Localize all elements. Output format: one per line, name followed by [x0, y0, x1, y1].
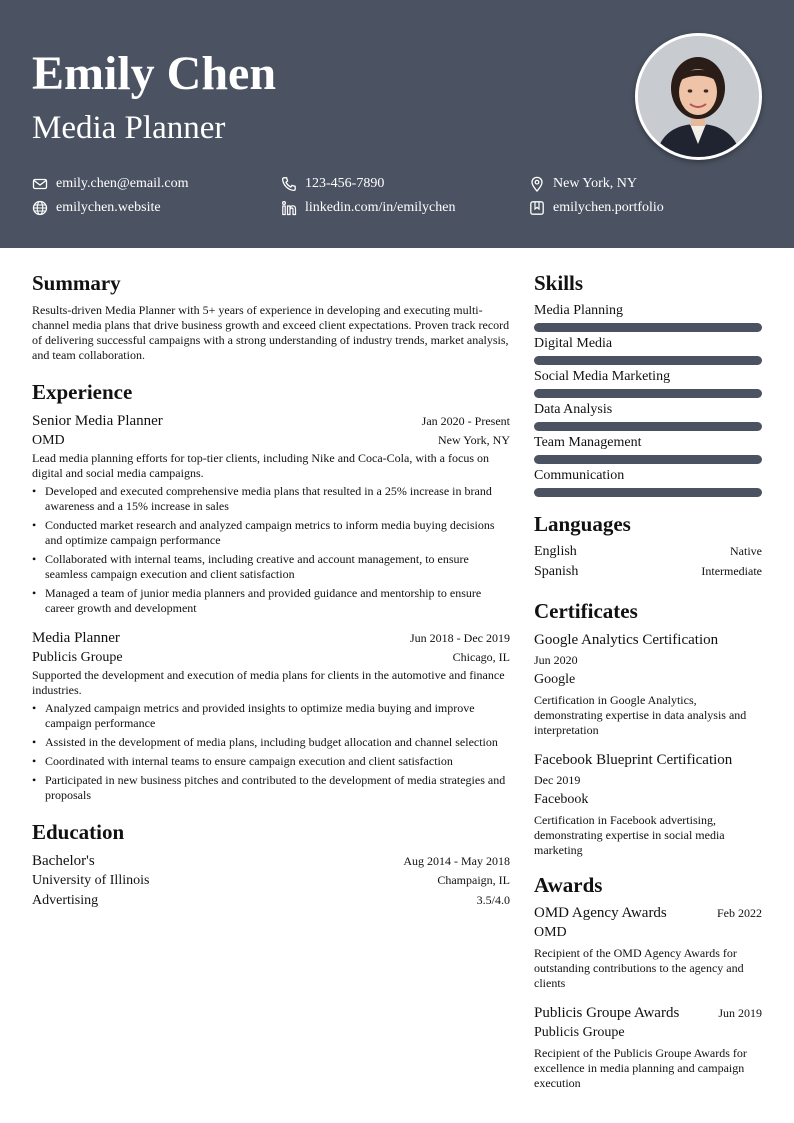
skill-level-bar [534, 389, 762, 398]
award-date: Jun 2019 [718, 1006, 762, 1020]
award-entry [534, 1003, 762, 1091]
list-item: • Developed and executed comprehensive media plans that resulted in a 25% increase in brand awareness and a 15% increase in sales [32, 484, 510, 514]
job-description: Supported the development and execution of media plans for clients in the automotive and finance industries. [32, 668, 505, 697]
list-item: • Analyzed campaign metrics and provided insights to optimize media buying and improve campaign performance [32, 701, 510, 731]
certificate-description: Certification in Facebook advertising, demonstrating expertise in social media marketing [534, 813, 725, 857]
job-company: OMD [32, 433, 65, 448]
skill-name: Data Analysis [534, 402, 613, 417]
experience-section [32, 379, 510, 803]
job-bullets [32, 484, 510, 616]
skill-level-bar [534, 422, 762, 431]
languages-heading: Languages [534, 512, 631, 536]
language-name: English [534, 544, 577, 559]
list-item: • Coordinated with internal teams to ensure campaign execution and client satisfaction [32, 754, 510, 769]
phone-icon [281, 176, 297, 192]
language-name: Spanish [534, 564, 579, 579]
portfolio-icon [529, 200, 545, 216]
skill-level-bar [534, 356, 762, 365]
phone-text: 123-456-7890 [305, 176, 385, 191]
job-entry [32, 628, 510, 803]
award-description: Recipient of the OMD Agency Awards for outstanding contributions to the agency and clients [534, 946, 744, 990]
school: University of Illinois [32, 873, 150, 888]
skill-level-bar [534, 488, 762, 497]
certificate-entry [534, 750, 762, 858]
summary-heading: Summary [32, 271, 121, 295]
certificate-name: Google Analytics Certification [534, 632, 719, 648]
awards-section [534, 872, 762, 1091]
list-item: • Managed a team of junior media planners and provided guidance and mentorship to ensure career growth and development [32, 586, 510, 616]
certificate-issuer: Google [534, 672, 576, 687]
skill-item [534, 302, 762, 332]
education-dates: Aug 2014 - May 2018 [403, 854, 510, 868]
profile-photo [635, 33, 762, 160]
contact-website[interactable] [32, 199, 161, 217]
certificate-description: Certification in Google Analytics, demonstrating expertise in data analysis and interpretation [534, 693, 747, 737]
job-dates: Jan 2020 - Present [421, 414, 510, 428]
job-company: Publicis Groupe [32, 650, 123, 665]
job-location: Chicago, IL [452, 650, 510, 664]
award-description: Recipient of the Publicis Groupe Awards for excellence in media planning and campaign execution [534, 1046, 747, 1090]
list-item: • Conducted market research and analyzed campaign metrics to inform media buying decisions and optimize campaign performance [32, 518, 510, 548]
email-text: emily.chen@email.com [56, 176, 189, 191]
job-entry [32, 411, 510, 616]
contact-linkedin[interactable] [281, 199, 455, 217]
summary-section [32, 270, 510, 363]
skill-name: Media Planning [534, 303, 624, 318]
job-title: Media Planner [32, 630, 120, 646]
certificates-heading: Certificates [534, 599, 638, 623]
skill-item [534, 335, 762, 365]
skill-item [534, 467, 762, 497]
summary-text: Results-driven Media Planner with 5+ years of experience in developing and executing multi-channel media plans that drive business growth and exceed client expectations. Proven track record of delivering successful campaigns with a strong understanding of industry trends, market analysis, and team collaboration. [32, 303, 510, 362]
awards-heading: Awards [534, 873, 603, 897]
education-location: Champaign, IL [437, 873, 510, 887]
skill-name: Social Media Marketing [534, 369, 671, 384]
language-level: Intermediate [701, 564, 762, 578]
certificate-entry [534, 630, 762, 738]
right-column [534, 270, 762, 1091]
linkedin-icon [281, 200, 297, 216]
language-level: Native [730, 544, 762, 558]
award-name: Publicis Groupe Awards [534, 1005, 680, 1021]
list-item: • Participated in new business pitches and contributed to the development of media strategies and proposals [32, 773, 510, 803]
certificate-date: Jun 2020 [534, 653, 578, 667]
gpa: 3.5/4.0 [476, 893, 510, 907]
location-pin-icon [529, 176, 545, 192]
job-bullets [32, 701, 510, 803]
certificate-name: Facebook Blueprint Certification [534, 752, 733, 768]
skills-section [534, 270, 762, 497]
header [0, 0, 794, 248]
education-section [32, 819, 510, 911]
degree: Bachelor's [32, 853, 95, 869]
skill-name: Team Management [534, 435, 642, 450]
candidate-name: Emily Chen [32, 47, 277, 100]
award-name: OMD Agency Awards [534, 905, 667, 921]
job-dates: Jun 2018 - Dec 2019 [410, 631, 510, 645]
skill-item [534, 368, 762, 398]
award-date: Feb 2022 [717, 906, 762, 920]
list-item: • Collaborated with internal teams, including creative and account management, to ensure seamless campaign execution and client satisfaction [32, 552, 510, 582]
certificate-date: Dec 2019 [534, 773, 581, 787]
award-entry [534, 903, 762, 991]
job-location: New York, NY [437, 433, 510, 447]
job-description: Lead media planning efforts for top-tier clients, including Nike and Coca-Cola, with a focus on digital and social media campaigns. [32, 451, 489, 480]
linkedin-text: linkedin.com/in/emilychen [305, 200, 456, 215]
website-text: emilychen.website [56, 200, 161, 215]
award-issuer: Publicis Groupe [534, 1025, 625, 1040]
contact-portfolio[interactable] [529, 199, 664, 217]
certificates-section [534, 598, 762, 858]
contact-phone[interactable] [281, 175, 384, 193]
field-of-study: Advertising [32, 893, 99, 908]
contact-email[interactable] [32, 175, 189, 193]
skill-item [534, 434, 762, 464]
certificate-issuer: Facebook [534, 792, 589, 807]
skill-item [534, 401, 762, 431]
job-title: Senior Media Planner [32, 413, 163, 429]
globe-icon [32, 200, 48, 216]
portfolio-text: emilychen.portfolio [553, 200, 664, 215]
job-title: Media Planner [32, 110, 226, 146]
skills-heading: Skills [534, 271, 584, 295]
award-issuer: OMD [534, 925, 567, 940]
skill-name: Digital Media [534, 336, 613, 351]
list-item: • Assisted in the development of media plans, including budget allocation and channel selection [32, 735, 510, 750]
left-column [32, 270, 510, 911]
education-heading: Education [32, 820, 125, 844]
skill-level-bar [534, 455, 762, 464]
experience-heading: Experience [32, 380, 133, 404]
contact-location [529, 175, 637, 193]
location-text: New York, NY [553, 176, 638, 191]
languages-section [534, 511, 762, 582]
mail-icon [32, 176, 48, 192]
skill-name: Communication [534, 468, 625, 483]
skill-level-bar [534, 323, 762, 332]
